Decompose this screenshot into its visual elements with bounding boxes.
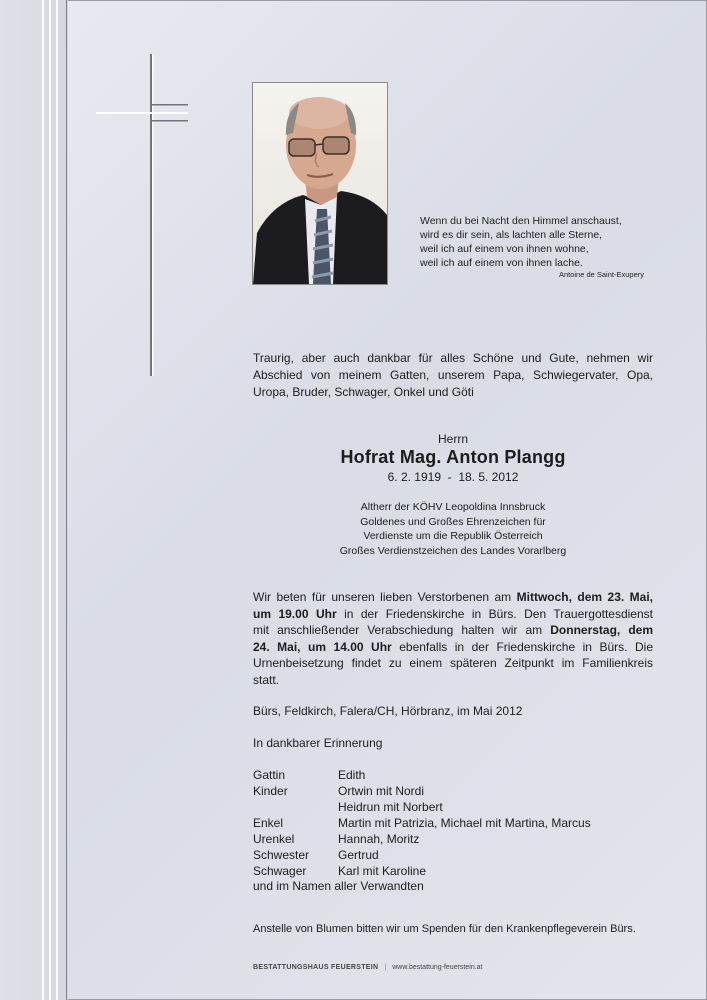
poem-line: weil ich auf einem von ihnen wohne, xyxy=(420,243,589,255)
memory-line: In dankbarer Erinnerung xyxy=(253,736,383,750)
family-relation: Gattin xyxy=(253,768,286,782)
family-names: Ortwin mit Nordi xyxy=(338,784,425,798)
intro-line: Abschied von meinem Gatten, unserem Papa, Schwiegervater, Opa, xyxy=(253,368,653,382)
intro-line: Traurig, aber auch dankbar für alles Schöne und Gute, nehmen wir xyxy=(253,351,653,365)
salutation: Herrn xyxy=(437,432,468,446)
donation-request: Anstelle von Blumen bitten wir um Spenden für den Krankenpflegeverein Bürs. xyxy=(253,923,636,935)
service-time-emphasis: 24. Mai, um 14.00 Uhr xyxy=(253,639,392,654)
service-text: mit anschließender Verabschiedung halten wir am xyxy=(253,623,551,638)
poem-author: Antoine de Saint-Exupery xyxy=(558,270,644,279)
footer-separator: | xyxy=(384,964,387,971)
service-line xyxy=(253,639,653,656)
portrait-photo xyxy=(252,82,388,285)
footer-website-link[interactable]: www.bestattung-feuerstein.at xyxy=(392,964,483,971)
family-row xyxy=(253,831,591,847)
family-names: Karl mit Karoline xyxy=(338,864,427,878)
service-line xyxy=(253,655,653,672)
poem xyxy=(420,214,660,270)
decorative-stripe xyxy=(56,0,58,1000)
family-row xyxy=(253,815,591,831)
family-names: Martin mit Patrizia, Michael mit Martina, Marcus xyxy=(338,816,591,830)
family-relation: Schwester xyxy=(253,848,310,862)
family-names: Edith xyxy=(338,768,366,782)
family-names: Hannah, Moritz xyxy=(338,832,420,846)
intro-line: Uropa, Bruder, Schwager, Onkel und Göti xyxy=(253,385,474,399)
footer-company: BESTATTUNGSHAUS FEUERSTEIN xyxy=(253,964,379,971)
family-relation: Enkel xyxy=(253,816,284,830)
family-relation: Urenkel xyxy=(253,832,295,846)
cross-icon xyxy=(96,54,188,376)
service-line xyxy=(253,622,653,639)
intro-text xyxy=(253,350,653,401)
family-row xyxy=(253,799,591,815)
place-date: Bürs, Feldkirch, Falera/CH, Hörbranz, im Mai 2012 xyxy=(253,704,523,718)
deceased-name: Hofrat Mag. Anton Plangg xyxy=(340,447,566,467)
honor-line: Verdienste um die Republik Österreich xyxy=(363,530,543,542)
service-text: statt. xyxy=(253,672,280,687)
service-time-emphasis: um 19.00 Uhr xyxy=(253,606,337,621)
service-text: Wir beten für unseren lieben Verstorbenen am xyxy=(253,590,517,604)
family-row xyxy=(253,767,591,783)
poem-line: Wenn du bei Nacht den Himmel anschaust, xyxy=(420,215,622,227)
decorative-stripe xyxy=(42,0,44,1000)
decorative-stripe-dark xyxy=(66,0,67,1000)
service-text: in der Friedenskirche in Bürs. Den Trauergottesdienst xyxy=(336,606,653,621)
service-line xyxy=(253,606,653,623)
service-line xyxy=(253,589,653,606)
life-dates: 6. 2. 1919 - 18. 5. 2012 xyxy=(387,470,519,484)
family-row xyxy=(253,847,591,863)
service-text: ebenfalls in der Friedenskirche in Bürs. Die xyxy=(391,639,653,654)
family-names: Gertrud xyxy=(338,848,379,862)
honor-line: Goldenes und Großes Ehrenzeichen für xyxy=(360,515,546,528)
service-announcement xyxy=(253,589,653,689)
poem-line: weil ich auf einem von ihnen lache. xyxy=(420,257,583,269)
family-relation xyxy=(253,799,338,815)
honors xyxy=(253,500,653,558)
service-date-emphasis: Donnerstag, dem xyxy=(550,623,654,638)
family-row xyxy=(253,863,591,879)
footer xyxy=(253,964,483,971)
honor-line: Altherr der KÖHV Leopoldina Innsbruck xyxy=(360,501,546,513)
family-names: Heidrun mit Norbert xyxy=(338,800,443,814)
service-line xyxy=(253,672,653,689)
decorative-stripe xyxy=(49,0,51,1000)
honor-line: Großes Verdienstzeichen des Landes Vorarlberg xyxy=(339,544,567,557)
family-row xyxy=(253,783,591,799)
family-closing: und im Namen aller Verwandten xyxy=(253,879,424,893)
family-relation: Kinder xyxy=(253,784,288,798)
service-text: Urnenbeisetzung findet zu einem späteren Zeitpunkt im Familienkreis xyxy=(253,656,653,671)
service-date-emphasis: Mittwoch, dem 23. Mai, xyxy=(516,590,653,604)
poem-line: wird es dir sein, als lachten alle Sterne, xyxy=(420,229,603,241)
family-relation: Schwager xyxy=(253,864,307,878)
family-list xyxy=(253,767,591,879)
